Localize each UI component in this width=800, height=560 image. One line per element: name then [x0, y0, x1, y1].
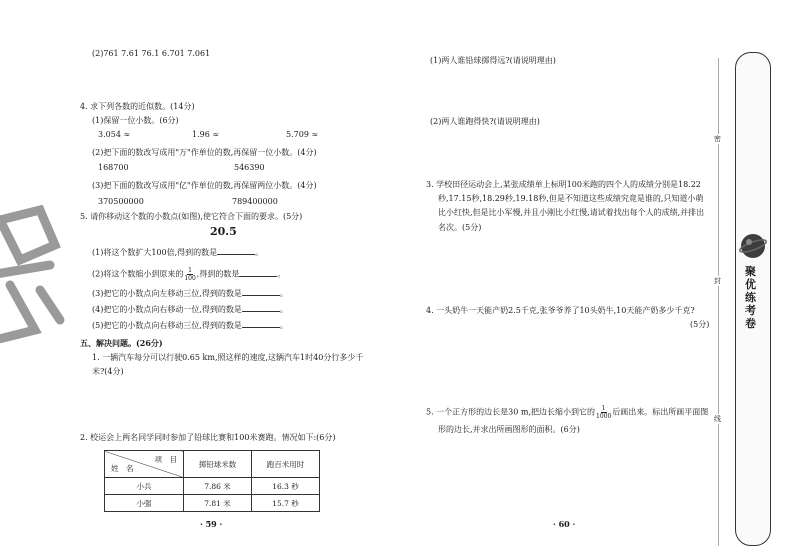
problem5-line1: 5. 一个正方形的边长是30 m,把边长缩小到它的 $\frac{1}{1000}$ 后画出来。标出所画平面图 — [426, 405, 709, 420]
answer-blank[interactable] — [242, 288, 280, 296]
problem2-heading: 2. 校运会上两名同学同时参加了铅球比赛和100米赛跑。情况如下:(6分) — [80, 433, 336, 442]
q5-heading: 5. 请你移动这个数的小数点(如图),使它符合下面的要求。(5分) — [80, 212, 303, 221]
problem3-line3: 比小红快,但是比小军慢,并且小刚比小红慢,请试着找出每个人的成绩,并排出 — [438, 208, 705, 217]
table-row: 小强 7.81 米 15.7 秒 — [105, 495, 320, 512]
binding-line — [718, 58, 719, 546]
problem5-line2: 形的边长,并求出所画图形的面积。(6分) — [438, 425, 580, 434]
q4-1-item: 5.709 ≈ — [286, 130, 319, 139]
side-brand-strip — [735, 52, 771, 546]
answer-seal-stamp — [0, 190, 80, 350]
q5-3: (3)把它的小数点向左移动三位,得到的数是 。 — [92, 289, 288, 298]
brand-globe-icon — [738, 231, 768, 261]
problem3-line4: 名次。(5分) — [438, 223, 482, 232]
prev-question-line: (2)761 7.61 76.1 6.701 7.061 — [92, 49, 211, 58]
q4-1-heading: (1)保留一位小数。(6分) — [92, 116, 179, 125]
binding-label-bottom: 线 — [714, 415, 721, 423]
q4-2-item: 168700 — [98, 163, 129, 172]
q4-3-heading: (3)把下面的数改写成用"亿"作单位的数,再保留两位小数。(4分) — [92, 181, 317, 190]
table-corner-header: 项 目 姓 名 — [105, 451, 184, 478]
problem1-line1: 1. 一辆汽车每分可以行驶0.65 km,照这样的速度,这辆汽车1时40分行多少千 — [92, 353, 364, 362]
right-q2: (2)两人谁跑得快?(请说明理由) — [430, 117, 540, 126]
q4-heading: 4. 求下列各数的近似数。(14分) — [80, 102, 195, 111]
table-row: 小兵 7.86 米 16.3 秒 — [105, 478, 320, 495]
problem4-score: (5分) — [690, 320, 710, 329]
binding-label-top: 密 — [714, 135, 721, 143]
answer-blank[interactable] — [239, 269, 277, 277]
answer-blank[interactable] — [242, 320, 280, 328]
brand-name: 聚优练考卷 — [745, 265, 756, 330]
table-col-header: 跑百米用时 — [252, 451, 320, 478]
binding-label-mid: 封 — [714, 277, 721, 285]
table-col-header: 掷铅球米数 — [184, 451, 252, 478]
problem1-line2: 米?(4分) — [92, 367, 124, 376]
q5-1: (1)将这个数扩大100倍,得到的数是 。 — [92, 248, 264, 257]
problem3-line2: 秒,17.15秒,18.29秒,19.18秒,但是不知道这些成绩究竟是谁的,只知道小萌 — [438, 194, 704, 203]
q4-1-item: 3.054 ≈ — [98, 130, 131, 139]
q4-3-item: 789400000 — [232, 197, 278, 206]
page-number-left: · 59 · — [200, 519, 223, 529]
q5-2: (2)将这个数缩小到原来的 $\frac{1}{100}$ ,得到的数是 。 — [92, 267, 286, 282]
q4-2-item: 546390 — [234, 163, 265, 172]
q4-2-heading: (2)把下面的数改写成用"万"作单位的数,再保留一位小数。(4分) — [92, 148, 317, 157]
problem4-text: 4. 一头奶牛一天能产奶2.5千克,张爷爷养了10头奶牛,10天能产奶多少千克? — [426, 306, 695, 315]
answer-blank[interactable] — [217, 247, 255, 255]
q5-number: 20.5 — [210, 225, 237, 238]
right-q1: (1)两人谁铅球掷得远?(请说明理由) — [430, 56, 556, 65]
section5-heading: 五、解决问题。(26分) — [80, 338, 163, 348]
page-number-right: · 60 · — [553, 519, 576, 529]
problem3-line1: 3. 学校田径运动会上,某张成绩单上标明100米跑的四个人的成绩分别是18.22 — [426, 180, 701, 189]
q5-5: (5)把它的小数点向右移动三位,得到的数是 。 — [92, 321, 288, 330]
answer-blank[interactable] — [242, 304, 280, 312]
q5-4: (4)把它的小数点向右移动一位,得到的数是 。 — [92, 305, 288, 314]
score-table — [104, 450, 320, 512]
q4-1-item: 1.96 ≈ — [192, 130, 220, 139]
q4-3-item: 370500000 — [98, 197, 144, 206]
